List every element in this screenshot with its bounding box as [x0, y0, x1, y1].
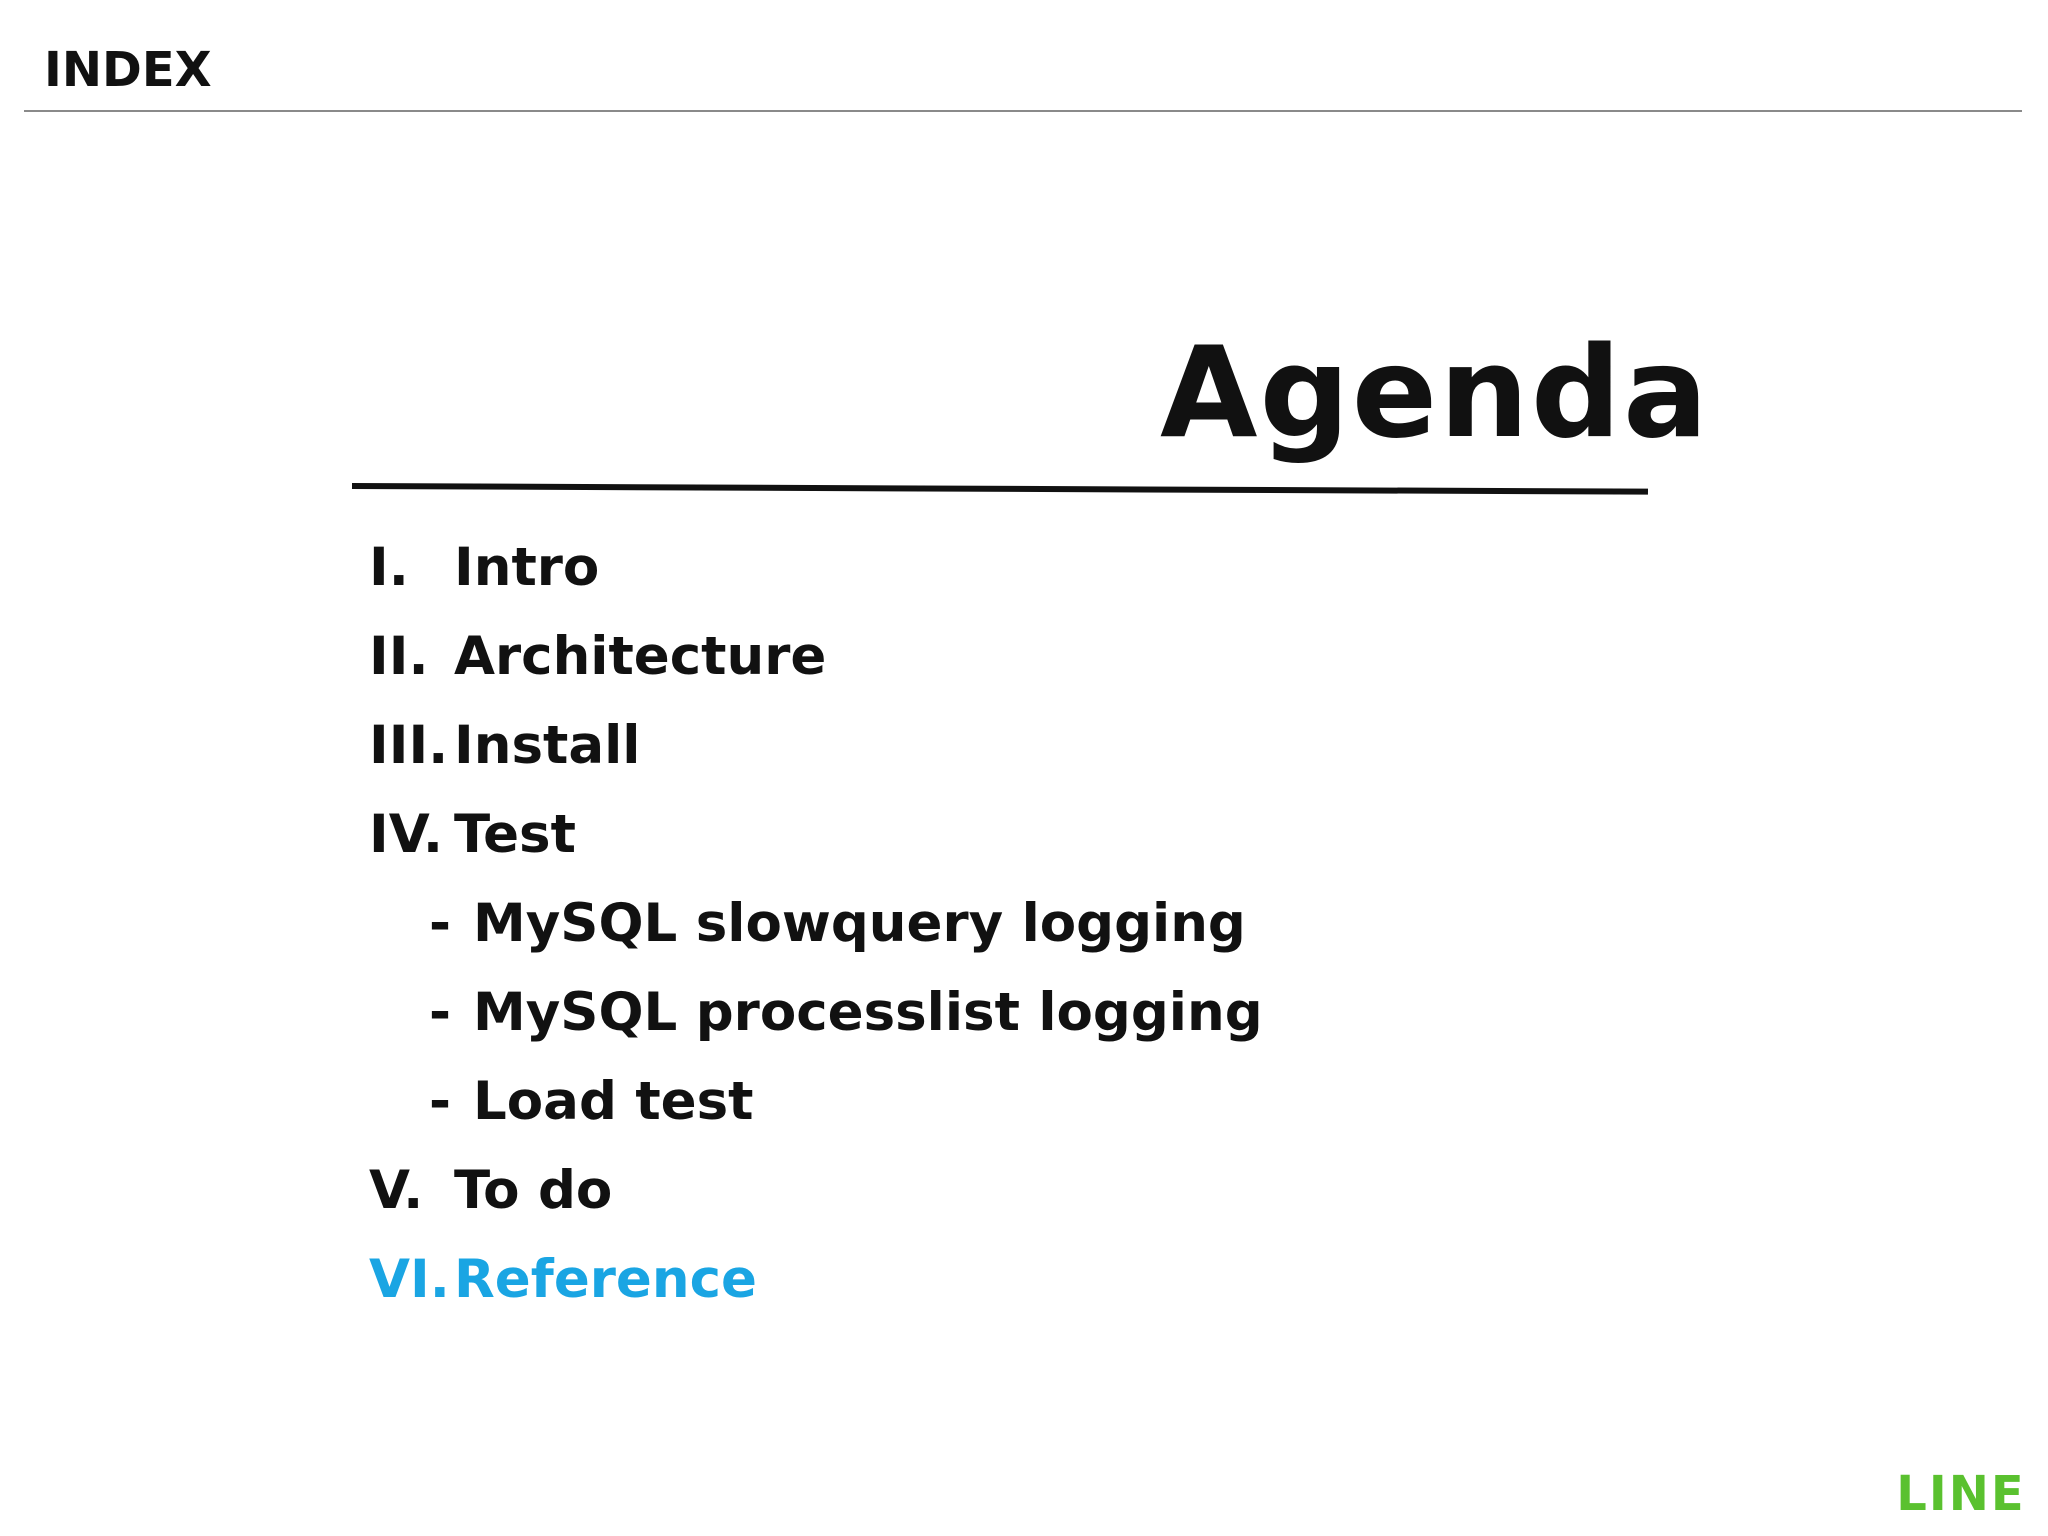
agenda-item-label: Install	[454, 715, 641, 776]
agenda-subitem	[369, 979, 1263, 1068]
header-divider	[24, 110, 2022, 112]
agenda-subitem-dash: -	[429, 982, 451, 1043]
agenda-item	[369, 712, 1263, 801]
title-underline	[352, 483, 1648, 495]
agenda-subitem-dash: -	[429, 1071, 451, 1132]
line-logo-text: LINE	[1896, 1468, 2026, 1516]
agenda-subitem-label: Load test	[473, 1071, 754, 1132]
agenda-item-label: Reference	[454, 1249, 757, 1310]
agenda-title: Agenda	[1160, 319, 1711, 466]
agenda-item-label: Test	[454, 804, 576, 865]
agenda-list	[369, 534, 1263, 1335]
agenda-item-label: To do	[454, 1160, 613, 1221]
agenda-subitem	[369, 1068, 1263, 1157]
agenda-item	[369, 1157, 1263, 1246]
agenda-item	[369, 623, 1263, 712]
agenda-subitem	[369, 890, 1263, 979]
agenda-item-number: V.	[369, 1160, 424, 1221]
section-label: INDEX	[44, 42, 212, 98]
line-logo	[1891, 1468, 2031, 1516]
agenda-item-label: Intro	[454, 537, 600, 598]
agenda-item-number: I.	[369, 537, 409, 598]
agenda-item-current	[369, 1246, 1263, 1335]
agenda-subitem-label: MySQL processlist logging	[473, 982, 1263, 1043]
agenda-item-number: III.	[369, 715, 449, 776]
agenda-item-number: IV.	[369, 804, 444, 865]
agenda-item	[369, 801, 1263, 890]
agenda-subitem-dash: -	[429, 893, 451, 954]
agenda-item	[369, 534, 1263, 623]
agenda-item-label: Architecture	[454, 626, 827, 687]
agenda-item-number: VI.	[369, 1249, 450, 1310]
agenda-item-number: II.	[369, 626, 429, 687]
agenda-subitem-label: MySQL slowquery logging	[473, 893, 1246, 954]
